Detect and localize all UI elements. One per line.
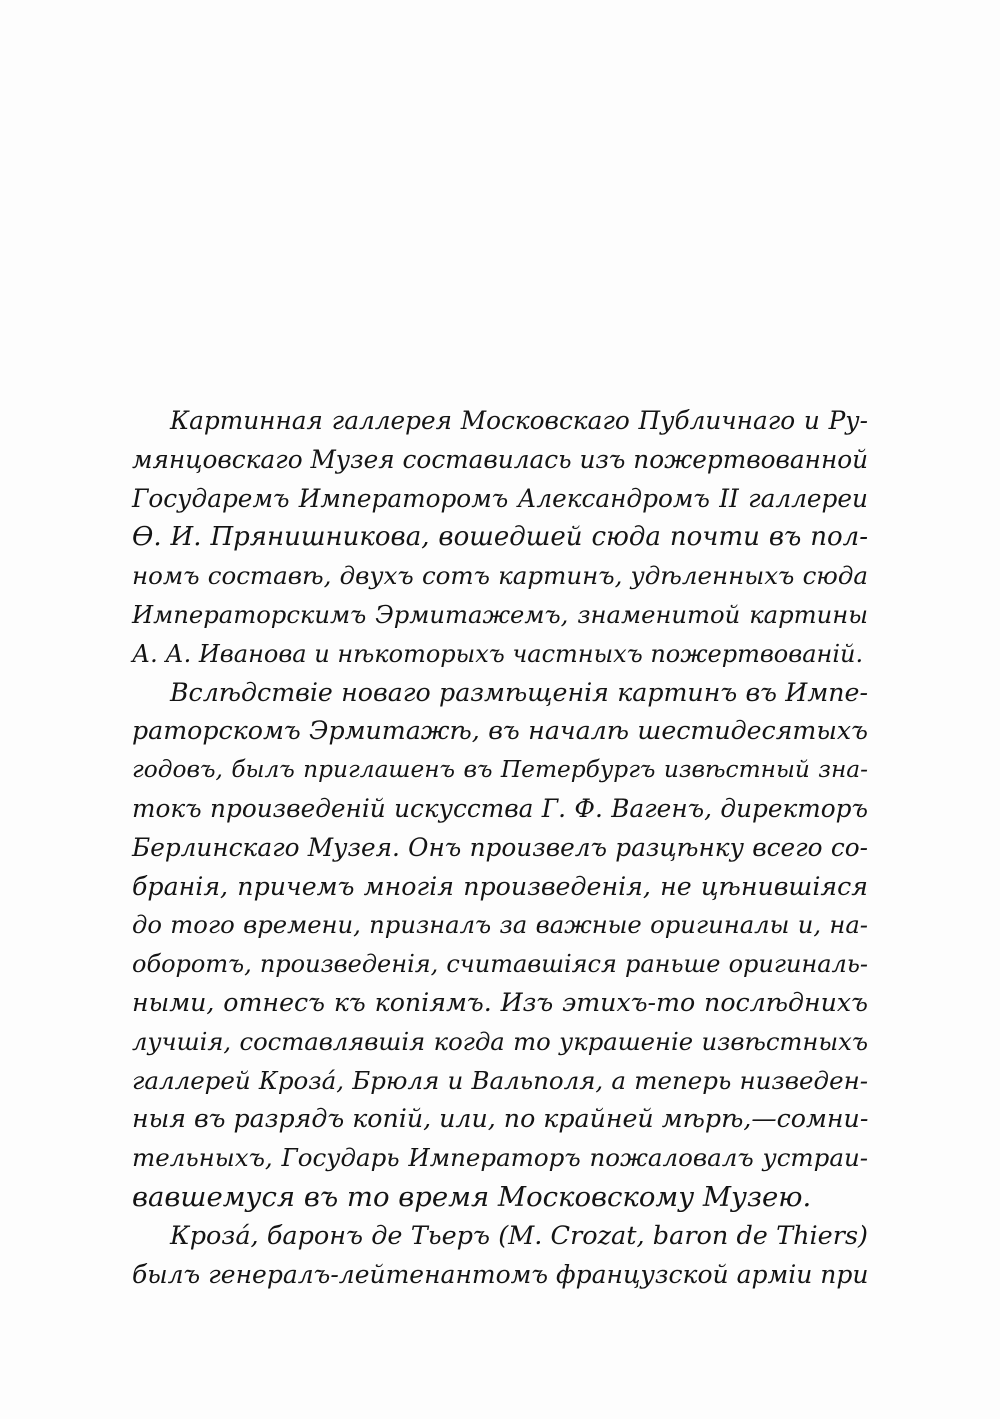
paragraph-1 [132, 402, 868, 674]
text-line: тельныхъ, Государь Императоръ пожаловалъ устраи- [132, 1143, 868, 1173]
paragraph-3 [132, 1217, 868, 1295]
text-line: Государемъ Императоромъ Александромъ II галлереи [132, 483, 868, 513]
text-line: бранія, причемъ многія произведенія, не цѣнившіяся [132, 871, 868, 901]
body-text [132, 402, 868, 1294]
text-line: вавшемуся въ то время Московскому Музею. [132, 1180, 812, 1213]
text-line: ныя въ разрядъ копій, или, по крайней мѣрѣ,—сомни- [132, 1104, 869, 1134]
text-line: Берлинскаго Музея. Онъ произвелъ разцѣнку всего со- [132, 832, 868, 862]
text-line: токъ произведеній искусства Г. Ф. Вагенъ, директоръ [132, 793, 868, 823]
text-line: оборотъ, произведенія, считавшіяся раньше оригиналь- [132, 950, 868, 979]
text-line: А. А. Иванова и нѣкоторыхъ частныхъ пожертвованій. [132, 639, 864, 668]
text-line: до того времени, призналъ за важные оригиналы и, на- [132, 910, 868, 940]
text-line: былъ генералъ-лейтенантомъ французской арміи при [132, 1259, 869, 1289]
text-line: Императорскимъ Эрмитажемъ, знаменитой картины [132, 599, 868, 629]
text-line: мянцовскаго Музея составилась изъ пожертвованной [132, 444, 869, 474]
text-line: номъ составѣ, двухъ сотъ картинъ, удѣленныхъ сюда [132, 561, 868, 591]
text-line: Вслѣдствіе новаго размѣщенія картинъ въ Импе- [170, 677, 868, 707]
text-line: раторскомъ Эрмитажѣ, въ началѣ шестидесятыхъ [132, 716, 868, 746]
text-line: ными, отнесъ къ копіямъ. Изъ этихъ-то послѣднихъ [132, 987, 868, 1017]
text-line: годовъ, былъ приглашенъ въ Петербургъ извѣстный зна- [132, 756, 868, 784]
text-line: Картинная галлерея Московскаго Публичнаго и Ру- [170, 406, 868, 435]
paragraph-2 [132, 674, 868, 1217]
text-line: лучшія, составлявшія когда то украшеніе извѣстныхъ [132, 1026, 868, 1056]
text-line: Крозá, баронъ де Тьеръ (M. Crozat, baron de Thiers) [170, 1220, 868, 1251]
text-line: галлерей Крозá, Брюля и Вальполя, а теперь низведен- [132, 1065, 868, 1095]
text-line: Ѳ. И. Прянишникова, вошедшей сюда почти въ пол- [132, 522, 868, 553]
